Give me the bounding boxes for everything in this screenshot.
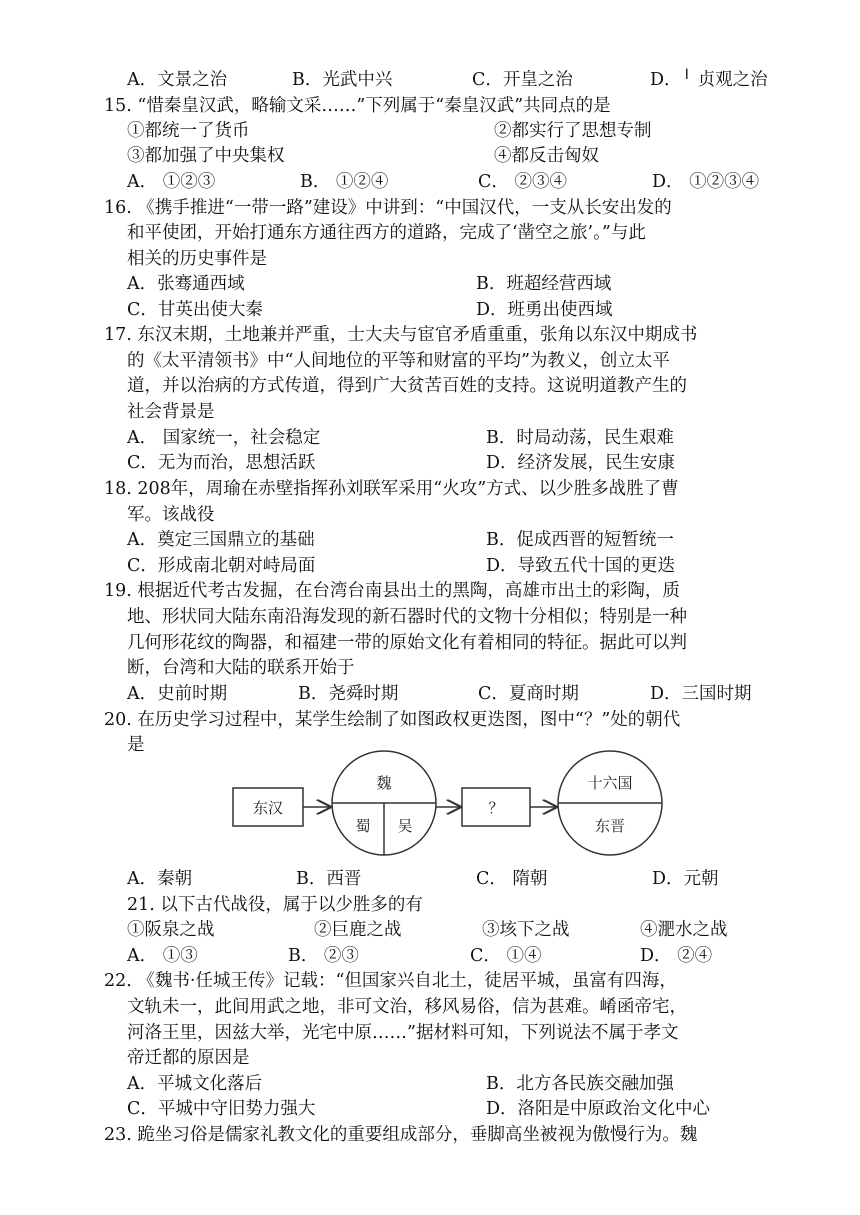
q18-option-c: C．形成南北朝对峙局面 <box>127 556 316 576</box>
q19-line-4: 断，台湾和大陆的联系开始于 <box>127 658 355 678</box>
diagram-circle2-top: 十六国 <box>587 774 633 792</box>
q16-line-1: 16. 《携手推进“一带一路”建设》中讲到：“中国汉代，一支从长安出发的 <box>104 198 672 218</box>
q21-stem: 21. 以下古代战役，属于以少胜多的有 <box>127 895 423 915</box>
q21-option-c: C． ①④ <box>470 946 542 966</box>
q17-option-d: D．经济发展，民生安康 <box>486 453 676 473</box>
diagram-circle2-bottom: 东晋 <box>594 817 626 835</box>
q17-line-2: 的《太平清领书》中“人间地位的平等和财富的平均”为教义，创立太平 <box>127 351 670 371</box>
q19-option-c: C．夏商时期 <box>478 684 579 704</box>
q20-option-b: B．西晋 <box>296 869 362 889</box>
q16-option-b: B．班超经营西域 <box>476 274 612 294</box>
q18-option-b: B．促成西晋的短暂统一 <box>486 530 674 550</box>
q20-line-1: 20. 在历史学习过程中，某学生绘制了如图政权更迭图，图中“？”处的朝代 <box>104 710 681 730</box>
q14-option-b: B．光武中兴 <box>292 70 393 90</box>
q17-line-3: 道，并以治病的方式传道，得到广大贫苦百姓的支持。这说明道教产生的 <box>127 376 687 396</box>
q19-line-3: 几何形花纹的陶器，和福建一带的原始文化有着相同的特征。据此可以判 <box>127 633 687 653</box>
q21-item-4: ④淝水之战 <box>640 920 728 940</box>
q21-item-1: ①阪泉之战 <box>127 920 215 940</box>
q21-option-b: B． ②③ <box>288 946 359 966</box>
q14-option-d: D．╵ 贞观之治 <box>650 70 768 90</box>
q21-item-3: ③垓下之战 <box>482 920 570 940</box>
q20-option-c: C． 隋朝 <box>476 869 548 889</box>
q22-option-c: C．平城中守旧势力强大 <box>127 1099 316 1119</box>
q15-option-d: D． ①②③④ <box>652 172 760 192</box>
q22-line-3: 河洛王里，因兹大举，光宅中原……”据材料可知，下列说法不属于孝文 <box>127 1023 679 1043</box>
q14-option-a: A．文景之治 <box>127 70 228 90</box>
q18-line-1: 18. 208年，周瑜在赤壁指挥孙刘联军采用“火攻”方式、以少胜多战胜了曹 <box>104 479 679 499</box>
q15-item-2: ②都实行了思想专制 <box>494 121 652 141</box>
regime-transition-diagram <box>230 748 670 858</box>
q15-stem: 15. “惜秦皇汉武，略输文采……”下列属于“秦皇汉武”共同点的是 <box>104 96 611 116</box>
q17-option-a: A． 国家统一，社会稳定 <box>127 428 321 448</box>
q23-line-1: 23. 跪坐习俗是儒家礼教文化的重要组成部分，垂脚高坐被视为傲慢行为。魏 <box>104 1125 698 1145</box>
q21-item-2: ②巨鹿之战 <box>314 920 402 940</box>
diagram-circle1-left: 蜀 <box>355 817 371 835</box>
q22-line-1: 22. 《魏书·任城王传》记载：“但国家兴自北土，徒居平城，虽富有四海， <box>104 971 677 991</box>
q18-option-a: A．奠定三国鼎立的基础 <box>127 530 315 550</box>
q19-line-2: 地、形状同大陆东南沿海发现的新石器时代的文物十分相似；特别是一种 <box>127 607 687 627</box>
q20-line-2: 是 <box>127 735 145 755</box>
q15-option-a: A． ①②③ <box>127 172 216 192</box>
q16-line-2: 和平使团，开始打通东方通往西方的道路，完成了‘凿空之旅’。”与此 <box>127 223 646 243</box>
q22-option-b: B．北方各民族交融加强 <box>486 1074 674 1094</box>
q18-line-2: 军。该战役 <box>127 505 215 525</box>
q19-option-b: B．尧舜时期 <box>298 684 399 704</box>
q17-option-b: B．时局动荡，民生艰难 <box>486 428 674 448</box>
q15-item-1: ①都统一了货币 <box>127 121 250 141</box>
q17-line-4: 社会背景是 <box>127 402 215 422</box>
q22-line-2: 文轨未一，此间用武之地，非可文治，移风易俗，信为甚难。崤函帝宅， <box>127 997 687 1017</box>
q15-option-c: C． ②③④ <box>478 172 567 192</box>
q16-option-d: D．班勇出使西域 <box>476 300 613 320</box>
q17-line-1: 17. 东汉末期，土地兼并严重，士大夫与宦官矛盾重重，张角以东汉中期成书 <box>104 325 698 345</box>
q19-line-1: 19. 根据近代考古发掘，在台湾台南县出土的黑陶，高雄市出土的彩陶，质 <box>104 581 680 601</box>
q17-option-c: C．无为而治，思想活跃 <box>127 453 316 473</box>
q19-option-a: A．史前时期 <box>127 684 228 704</box>
q22-option-a: A．平城文化落后 <box>127 1074 263 1094</box>
q21-option-d: D． ②④ <box>640 946 713 966</box>
q16-line-3: 相关的历史事件是 <box>127 249 267 269</box>
q15-item-3: ③都加强了中央集权 <box>127 146 285 166</box>
q15-option-b: B． ①②④ <box>300 172 389 192</box>
diagram-circle1-right: 吴 <box>397 817 413 835</box>
diagram-box1-label: 东汉 <box>252 799 284 817</box>
q14-option-c: C．开皇之治 <box>472 70 573 90</box>
diagram-circle1-top: 魏 <box>376 774 392 792</box>
q19-option-d: D．三国时期 <box>650 684 752 704</box>
q18-option-d: D．导致五代十国的更迭 <box>486 556 676 576</box>
q20-option-d: D．元朝 <box>652 869 719 889</box>
q15-item-4: ④都反击匈奴 <box>494 146 599 166</box>
q22-line-4: 帝迁都的原因是 <box>127 1048 250 1068</box>
q16-option-a: A．张骞通西域 <box>127 274 245 294</box>
q21-option-a: A． ①③ <box>127 946 198 966</box>
diagram-box2-label: ？ <box>488 799 504 817</box>
q20-option-a: A．秦朝 <box>127 869 193 889</box>
q22-option-d: D．洛阳是中原政治文化中心 <box>486 1099 711 1119</box>
q16-option-c: C．甘英出使大秦 <box>127 300 263 320</box>
